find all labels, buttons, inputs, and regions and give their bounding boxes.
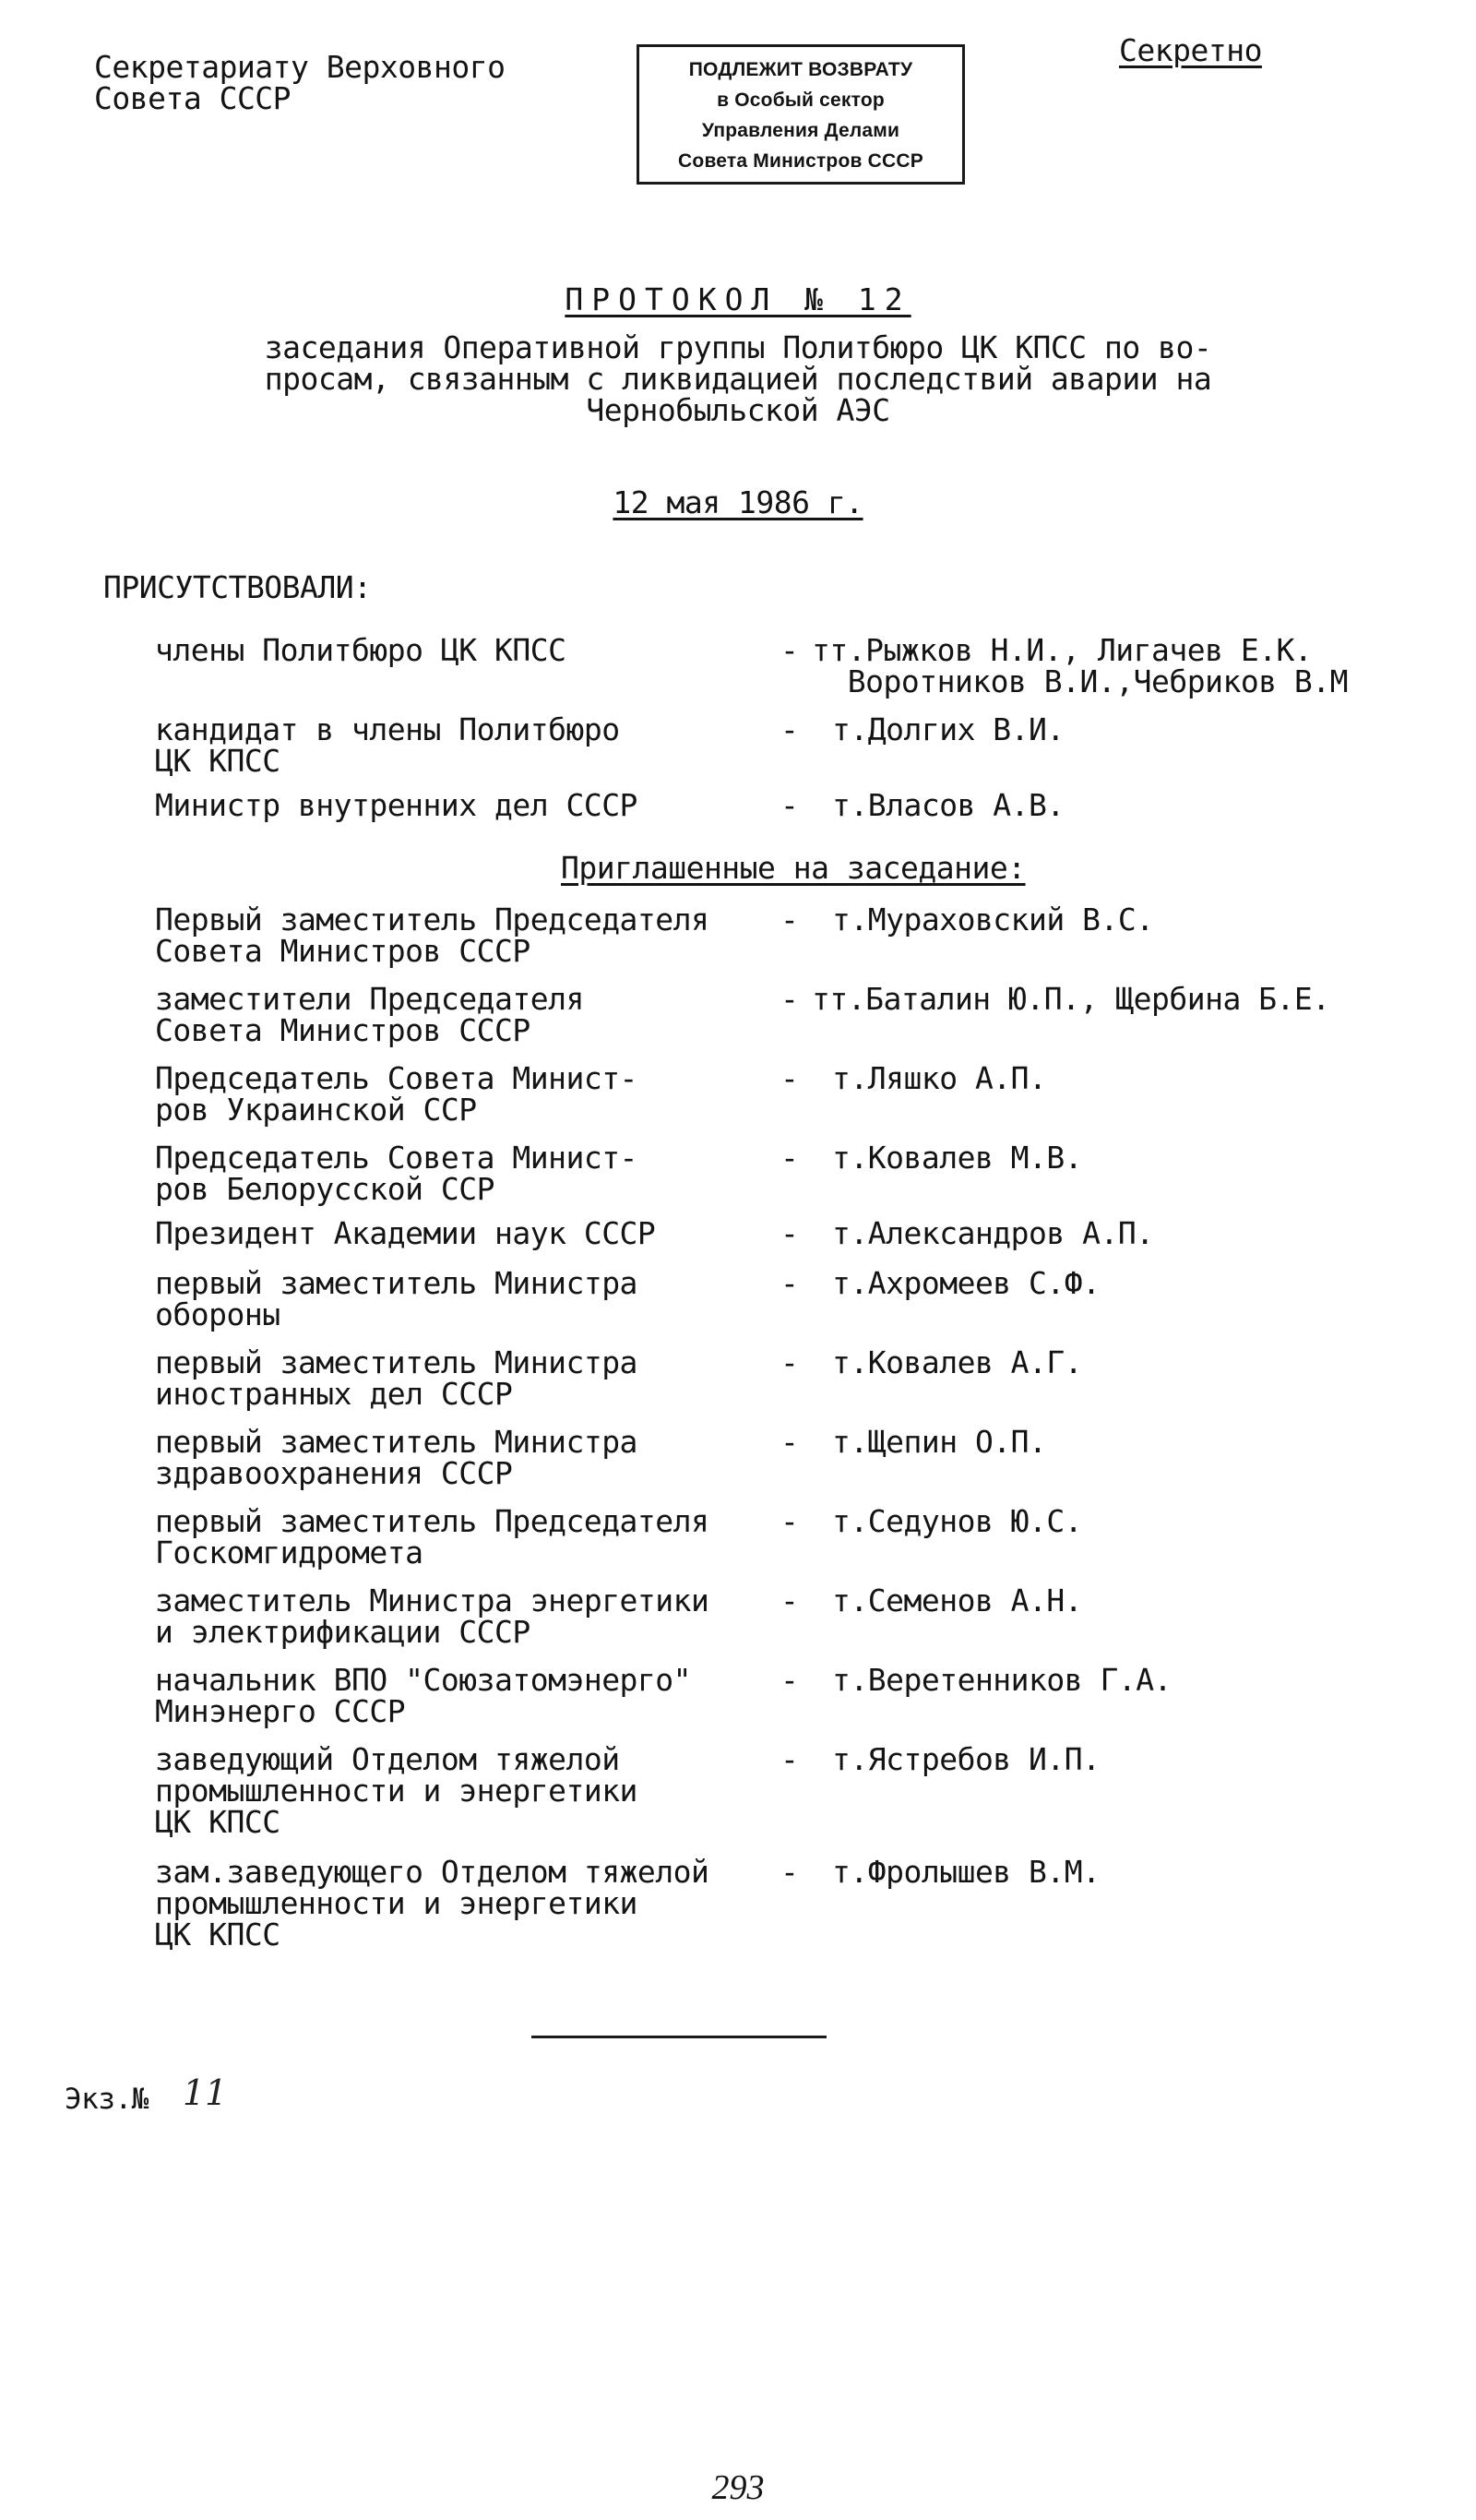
invitee-role: первый заместитель Министра здравоохранения СССР: [155, 1424, 637, 1491]
page-number: 293: [711, 2468, 765, 2507]
invitee-role: зам.заведующего Отделом тяжелой промышленности и энергетики ЦК КПСС: [155, 1854, 709, 1953]
attendee-role: Министр внутренних дел СССР: [155, 787, 637, 823]
attendee-role: члены Политбюро ЦК КПСС: [155, 632, 566, 668]
attendee-dash: -: [780, 632, 799, 668]
divider-line: [531, 2036, 827, 2038]
invitee-name: т.Ковалев А.Г.: [832, 1344, 1083, 1380]
present-heading: ПРИСУТСТВОВАЛИ:: [103, 569, 372, 605]
protocol-subtitle: заседания Оперативной группы Политбюро ЦК КПСС по во- просам, связанным с ликвидацией последствий аварии на Чернобыльской АЭС: [264, 329, 1212, 428]
invitee-dash: -: [780, 1741, 799, 1777]
invitee-dash: -: [780, 1424, 799, 1460]
invitee-name: т.Веретенников Г.А.: [832, 1662, 1172, 1698]
stamp-line: Совета Министров СССР: [678, 150, 923, 172]
invitee-role: Председатель Совета Минист- ров Украинской ССР: [155, 1060, 637, 1128]
invitee-role: первый заместитель Министра иностранных дел СССР: [155, 1344, 637, 1412]
attendee-name: т.Долгих В.И.: [832, 711, 1065, 747]
stamp-line: в Особый сектор: [717, 90, 885, 111]
invitee-name: тт.Баталин Ю.П., Щербина Б.Е.: [812, 981, 1330, 1017]
invitee-dash: -: [780, 1582, 799, 1618]
invitee-dash: -: [780, 1265, 799, 1301]
invitee-dash: -: [780, 1140, 799, 1176]
invitee-dash: -: [780, 902, 799, 938]
invitee-role: первый заместитель Председателя Госкомгидромета: [155, 1503, 709, 1571]
invitee-dash: -: [780, 981, 799, 1017]
invitee-name: т.Щепин О.П.: [832, 1424, 1047, 1460]
invitee-role: Председатель Совета Минист- ров Белорусской ССР: [155, 1140, 637, 1207]
invited-heading: Приглашенные на заседание:: [561, 850, 1026, 886]
invitee-name: т.Ляшко А.П.: [832, 1060, 1047, 1096]
invitee-role: Президент Академии наук СССР: [155, 1215, 656, 1251]
attendee-name: т.Власов А.В.: [832, 787, 1065, 823]
attendee-dash: -: [780, 711, 799, 747]
protocol-title: ПРОТОКОЛ № 12: [565, 281, 911, 317]
invitee-name: т.Семенов А.Н.: [832, 1582, 1083, 1618]
stamp-line: Управления Делами: [701, 120, 900, 141]
classification-label: Секретно: [1119, 32, 1262, 68]
invitee-name: т.Ястребов И.П.: [832, 1741, 1101, 1777]
invitee-role: заведующий Отделом тяжелой промышленности и энергетики ЦК КПСС: [155, 1741, 637, 1840]
invitee-role: заместители Председателя Совета Министров СССР: [155, 981, 584, 1048]
addressee: Секретариату Верховного Совета СССР: [94, 49, 506, 116]
invitee-dash: -: [780, 1060, 799, 1096]
invitee-dash: -: [780, 1344, 799, 1380]
invitee-name: т.Александров А.П.: [832, 1215, 1154, 1251]
invitee-role: начальник ВПО "Союзатомэнерго" Минэнерго СССР: [155, 1662, 692, 1729]
attendee-name: тт.Рыжков Н.И., Лигачев Е.К. Воротников В.И.,Чебриков В.М: [812, 632, 1349, 699]
invitee-role: первый заместитель Министра обороны: [155, 1265, 637, 1332]
invitee-dash: -: [780, 1503, 799, 1539]
invitee-role: заместитель Министра энергетики и электрификации СССР: [155, 1582, 709, 1650]
invitee-name: т.Ахромеев С.Ф.: [832, 1265, 1101, 1301]
invitee-dash: -: [780, 1854, 799, 1890]
invitee-name: т.Ковалев М.В.: [832, 1140, 1083, 1176]
invitee-dash: -: [780, 1662, 799, 1698]
copy-number-label: Экз.№: [65, 2083, 149, 2116]
invitee-name: т.Фролышев В.М.: [832, 1854, 1101, 1890]
invitee-role: Первый заместитель Председателя Совета Министров СССР: [155, 902, 709, 969]
meeting-date: 12 мая 1986 г.: [613, 484, 863, 520]
stamp-line: ПОДЛЕЖИТ ВОЗВРАТУ: [688, 59, 913, 80]
invitee-name: т.Седунов Ю.С.: [832, 1503, 1083, 1539]
invitee-name: т.Мураховский В.С.: [832, 902, 1154, 938]
return-stamp: [637, 44, 965, 185]
attendee-dash: -: [780, 787, 799, 823]
attendee-role: кандидат в члены Политбюро ЦК КПСС: [155, 711, 620, 779]
invitee-dash: -: [780, 1215, 799, 1251]
copy-number-handwritten: 11: [183, 2072, 228, 2113]
